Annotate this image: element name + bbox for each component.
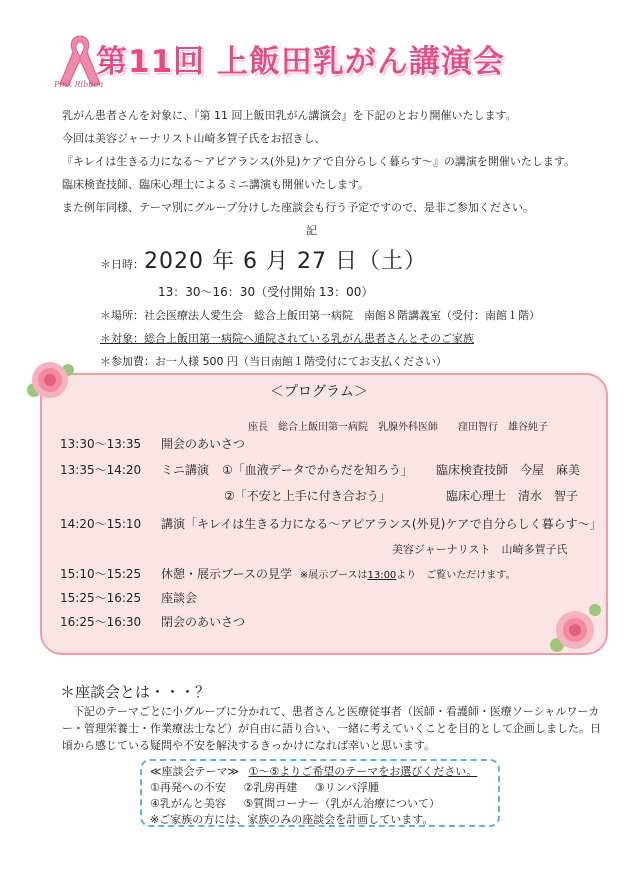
row-time: 14:20～15:10 (60, 517, 142, 531)
row-text: 講演「キレイは生きる力になる～アピアランス(外見)ケアで自分らしく暮らす～」 (161, 517, 602, 531)
intro-line: 臨床検査技師、臨床心理士によるミニ講演も開催いたします。 (62, 178, 370, 191)
booth-note-c: より ご覧いただけます。 (396, 570, 516, 581)
page-title: 第11回 上飯田乳がん講演会 (96, 44, 505, 80)
program-row (60, 435, 245, 452)
row-text: 座談会 (161, 591, 198, 605)
event-time: 13：30～16：30（受付開始 13：00） (158, 285, 374, 299)
event-date (100, 244, 427, 275)
program-row (60, 565, 516, 582)
program-row (60, 461, 209, 478)
booth-note-a: ※展示ブースは (299, 570, 368, 581)
row-time: 13:30～13:35 (60, 437, 142, 451)
theme-label: ≪座談会テーマ≫ (150, 765, 240, 778)
intro-text (62, 104, 575, 219)
zadankai-heading: ＊座談会とは・・・？ (60, 683, 211, 701)
event-target-text: ＊対象：総合上飯田第一病院へ通院されている乳がん患者さんとそのご家族 (100, 332, 474, 345)
program-row (60, 613, 245, 630)
zadankai-paragraph: 下記のテーマごとに小グループに分かれて、患者さんと医療従事者（医師・看護師・医療ソーシャルワーカー・管理栄養士・作業療法士など）が自由に語り合い、一緒に考えていくことを目的として企画しました。日頃から感じている疑問や不安を解決するきっかけになれば幸いと思います。 (62, 705, 601, 752)
event-target (100, 330, 474, 346)
event-place: ＊場所：社会医療法人愛生会 総合上飯田第一病院 南館８階講義室（受付：南館１階） (100, 309, 540, 322)
theme-item: ⑤質問コーナー（乳がん治療について） (243, 797, 441, 810)
program-heading: ＜プログラム＞ (270, 384, 368, 400)
rose-decoration-icon (545, 595, 605, 663)
row-text: 休憩・展示ブースの見学 (161, 567, 293, 581)
mini-talk-1-speaker: 臨床検査技師 今屋 麻美 (436, 463, 581, 477)
intro-line: 『キレイは生きる力になる～アピアランス(外見)ケアで自分らしく暮らす～』の講演を開催いたします。 (62, 155, 576, 168)
intro-line: 乳がん患者さんを対象に、『第 11 回上飯田乳がん講演会』を下記のとおり開催いたします。 (62, 109, 517, 122)
program-row (60, 589, 197, 606)
date-value: 2020 年 6 月 27 日（土） (144, 249, 427, 274)
row-text: 開会のあいさつ (161, 437, 246, 451)
row-time: 13:35～14:20 (60, 463, 142, 477)
program-chair: 座長 総合上飯田第一病院 乳腺外科医師 窪田智行 雄谷純子 (248, 422, 548, 433)
theme-header (150, 763, 477, 779)
row-time: 16:25～16:30 (60, 615, 142, 629)
mini-talk-2-speaker: 臨床心理士 清水 智子 (446, 489, 579, 503)
intro-line: また例年同様、テーマ別にグループ分けした座談会も行う予定ですので、是非ご参加ください。 (62, 201, 534, 214)
intro-line: 今回は美容ジャーナリスト山崎多賀子氏をお招きし、 (62, 132, 326, 145)
row-text: ミニ講演 (161, 463, 210, 477)
theme-instruction: ①～⑤よりご希望のテーマをお選びください。 (248, 765, 478, 778)
rose-decoration-icon (20, 350, 80, 410)
row-time: 15:25～16:25 (60, 591, 142, 605)
theme-item: ④乳がんと美容 (150, 797, 226, 810)
row-text: 閉会のあいさつ (161, 615, 246, 629)
row-time: 15:10～15:25 (60, 567, 142, 581)
date-label: ＊日時： (100, 258, 144, 271)
theme-row (150, 795, 440, 811)
event-fee: ＊参加費：お一人様 500 円（当日南館１階受付にてお支払ください） (100, 355, 447, 368)
booth-note (300, 570, 516, 581)
theme-row (150, 779, 379, 795)
logo-caption: Pink Ribbon (54, 80, 104, 89)
family-note: ※ご家族の方には、家族のみの座談会を計画しています。 (150, 813, 434, 826)
theme-item: ③リンパ浮腫 (314, 781, 379, 794)
booth-note-time: 13:00 (367, 570, 397, 581)
lecture-speaker: 美容ジャーナリスト 山崎多賀子氏 (392, 543, 568, 556)
ki-label: 記 (306, 224, 317, 237)
theme-item: ②乳房再建 (243, 781, 298, 794)
mini-talk-2: ②「不安と上手に付き合おう」 (224, 489, 391, 503)
theme-item: ①再発への不安 (150, 781, 226, 794)
mini-talk-1: ①「血液データでからだを知ろう」 (222, 463, 413, 477)
program-row (60, 515, 602, 532)
